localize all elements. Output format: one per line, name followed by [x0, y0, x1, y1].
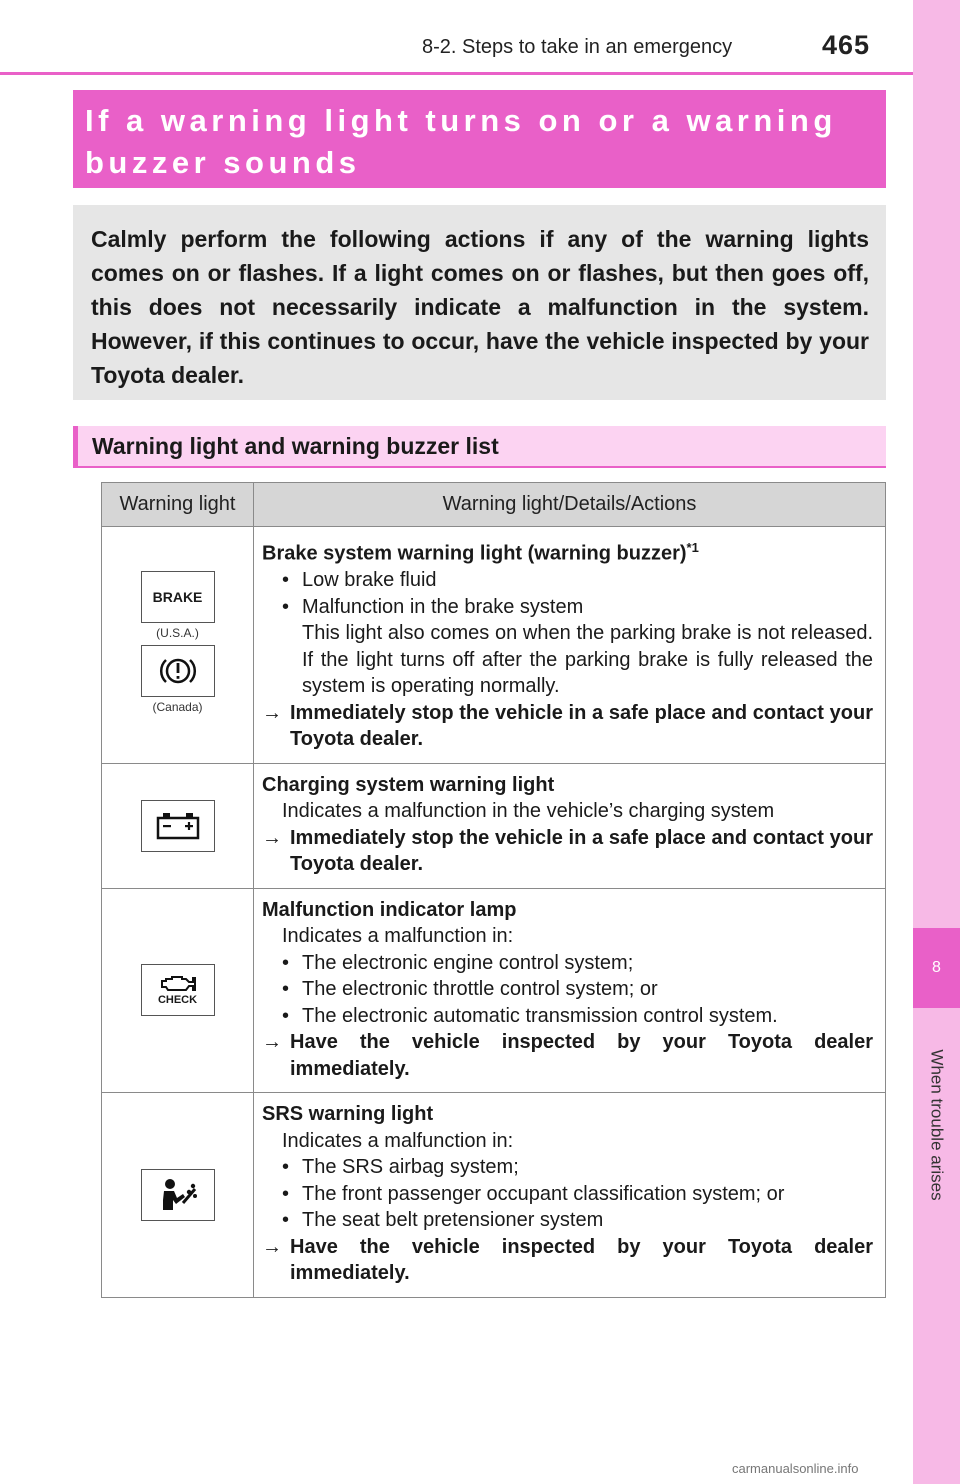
- icon-cell: [102, 888, 254, 1093]
- arrow-icon: →: [262, 701, 282, 724]
- table-row: [102, 527, 886, 764]
- chapter-title: When trouble arises: [927, 1049, 947, 1201]
- details-cell: [254, 1093, 886, 1298]
- header-warning-light: Warning light: [102, 483, 254, 527]
- brake-circle-exclamation-icon: [141, 645, 215, 697]
- action-text: [262, 825, 873, 878]
- bullet-item: • The electronic throttle control system; or: [262, 976, 873, 1003]
- row-title: SRS warning light: [262, 1103, 434, 1126]
- row-detail: Indicates a malfunction in the vehicle’s charging system: [282, 800, 775, 823]
- table-row: [102, 888, 886, 1093]
- row-title: Charging system warning light: [262, 773, 555, 796]
- bullet-item: • Malfunction in the brake system: [262, 594, 873, 621]
- table-row: [102, 763, 886, 888]
- details-cell: [254, 763, 886, 888]
- arrow-icon: →: [262, 1235, 282, 1258]
- bullet-item: • The front passenger occupant classification system; or: [262, 1181, 873, 1208]
- action-label: Immediately stop the vehicle in a safe place and contact your Toyota dealer.: [290, 826, 873, 876]
- parking-brake-note: This light also comes on when the parking brake is not released. If the light turns off after the parking brake is fully released the system is operating normally.: [302, 622, 873, 698]
- chapter-title-container: [913, 1020, 960, 1230]
- arrow-icon: →: [262, 1031, 282, 1054]
- action-label: Have the vehicle inspected by your Toyota dealer immediately.: [290, 1235, 873, 1285]
- footnote-mark: *1: [686, 540, 699, 555]
- table-header-row: [102, 483, 886, 527]
- watermark: carmanualsonline.info: [732, 1461, 859, 1476]
- section-title: 8-2. Steps to take in an emergency: [422, 36, 733, 58]
- details-cell: [254, 888, 886, 1093]
- caption-canada: (Canada): [152, 699, 203, 714]
- bullet-item: • The electronic automatic transmission control system.: [262, 1003, 873, 1030]
- brake-warning-icon: [141, 571, 215, 623]
- subheading-bar: [73, 426, 886, 468]
- row-detail: Indicates a malfunction in:: [282, 1129, 514, 1152]
- subheading: Warning light and warning buzzer list: [92, 433, 499, 459]
- title-bar: [73, 90, 886, 188]
- action-text: [262, 700, 873, 753]
- brake-title: Brake system warning light (warning buzzer): [262, 542, 687, 565]
- caption-usa: (U.S.A.): [156, 625, 199, 640]
- header-details: Warning light/Details/Actions: [254, 483, 886, 527]
- chapter-side-tab: [913, 0, 960, 1484]
- battery-icon: [141, 800, 215, 852]
- check-icon-label: CHECK: [157, 994, 198, 1007]
- srs-airbag-icon: [141, 1169, 215, 1221]
- icon-cell: [102, 1093, 254, 1298]
- bullet-item: • Low brake fluid: [262, 567, 873, 594]
- action-text: [262, 1029, 873, 1082]
- page-title: If a warning light turns on or a warning buzzer sounds: [85, 103, 837, 180]
- row-title: [262, 535, 873, 567]
- chapter-number: 8: [913, 928, 960, 1008]
- icon-cell: [102, 527, 254, 764]
- warning-light-table: [101, 482, 886, 1298]
- page-header: [0, 0, 913, 75]
- table-row: [102, 1093, 886, 1298]
- arrow-icon: →: [262, 826, 282, 849]
- action-label: Immediately stop the vehicle in a safe place and contact your Toyota dealer.: [290, 701, 873, 751]
- brake-icon-label: BRAKE: [152, 588, 203, 605]
- bullet-item: • The electronic engine control system;: [262, 950, 873, 977]
- row-title: Malfunction indicator lamp: [262, 898, 517, 921]
- action-label: Have the vehicle inspected by your Toyota dealer immediately.: [290, 1031, 873, 1080]
- check-engine-icon: [141, 964, 215, 1016]
- bullet-item: • The seat belt pretensioner system: [262, 1207, 873, 1234]
- row-detail: Indicates a malfunction in:: [282, 925, 514, 948]
- details-cell: [254, 527, 886, 764]
- page-number: 465: [822, 30, 871, 60]
- header-rule: [0, 72, 913, 75]
- bullet-item: • The SRS airbag system;: [262, 1154, 873, 1181]
- action-text: [262, 1234, 873, 1287]
- intro-text: Calmly perform the following actions if any of the warning lights comes on or flashes. If a light comes on or flashes, but then goes off, this does not necessarily indicate a malfunction in the system. However, if this continues to occur, have the vehicle inspected by your Toyota dealer.: [91, 226, 869, 388]
- icon-cell: [102, 763, 254, 888]
- intro-box: [73, 205, 886, 400]
